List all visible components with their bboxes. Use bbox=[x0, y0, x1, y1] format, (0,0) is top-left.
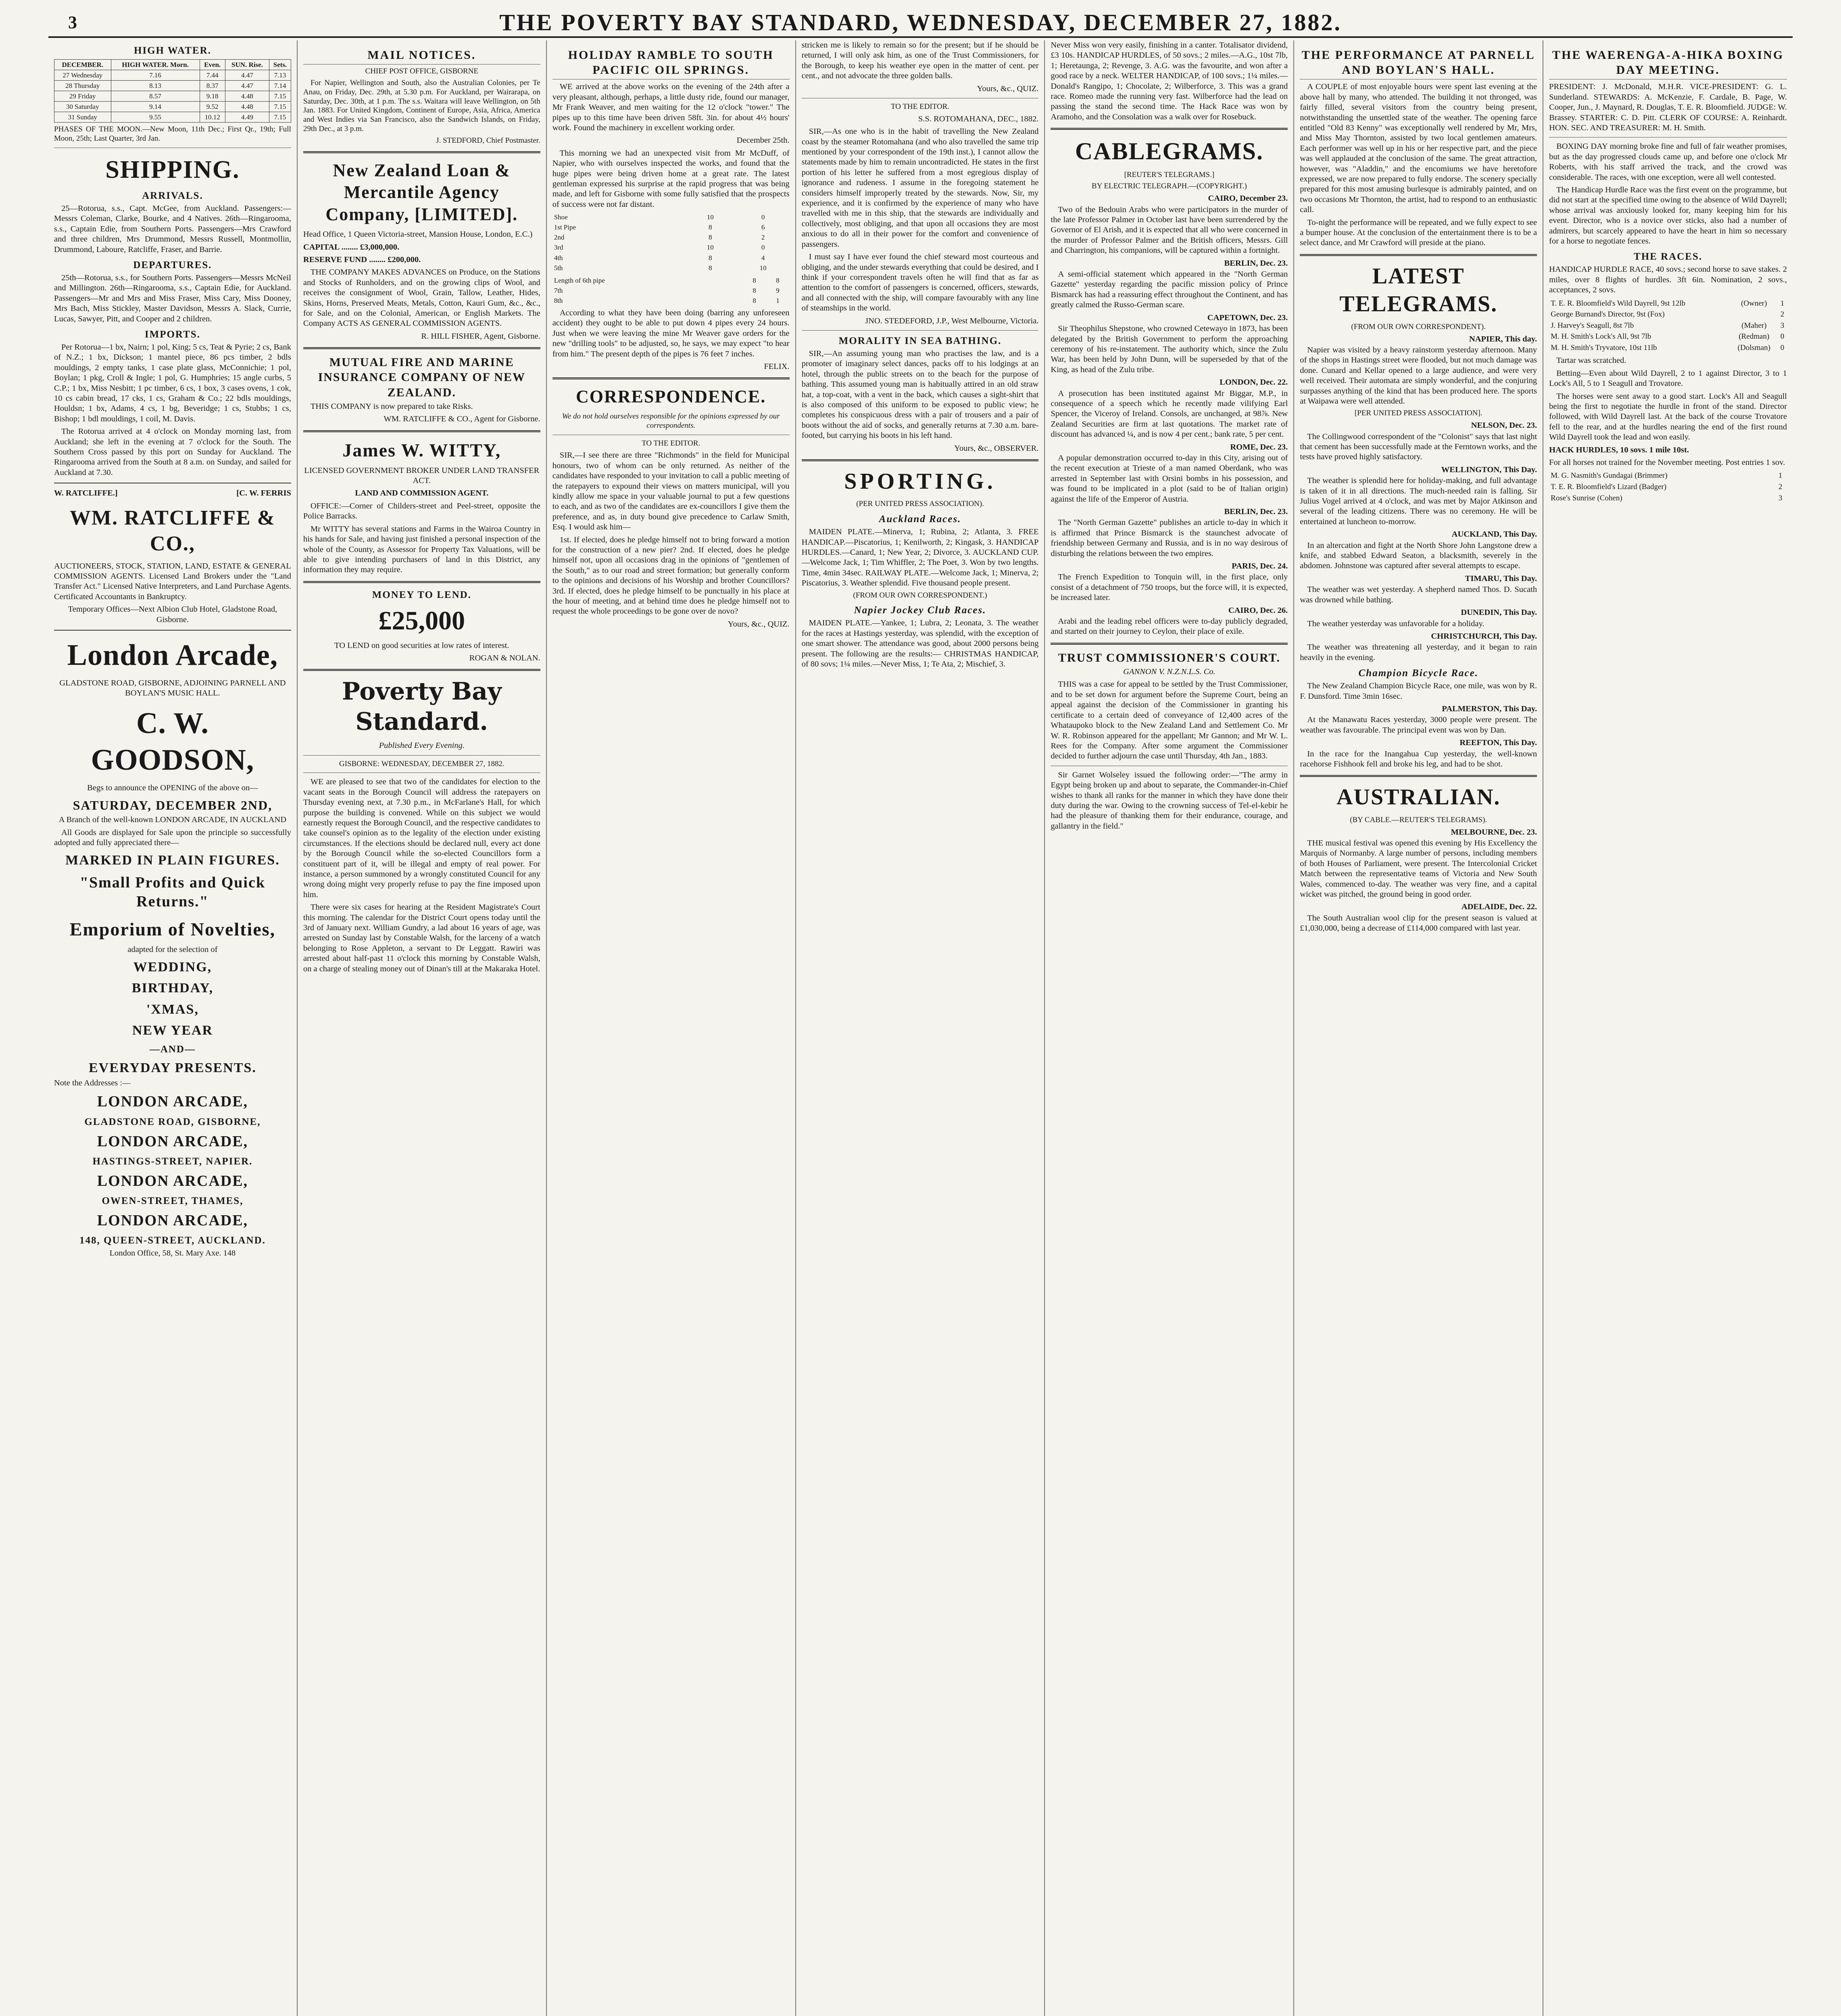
trust-text: THIS was a case for appeal to be settled by the Trust Commissioner, and to be set down for argument before the Supreme Court, being an appeal against the decision of the Commissioner in granting his certificate to a certain deed of conveyance of 12,400 acres of the Whataupoko block to the New Zealand Land and Settlement Co. Mr W. R. Robinson appeared for the appellant; Mr Gannon; and Mr W. L. Rees for the Company. After some argument the Commissioner decided to further adjourn the case until Thursday, 4th Jan., 1883. bbox=[1051, 680, 1288, 761]
result-cell: T. E. R. Bloomfield's Lizard (Badger) bbox=[1551, 483, 1667, 492]
ratcliffe-text: AUCTIONEERS, STOCK, STATION, LAND, ESTATE & GENERAL COMMISSION AGENTS. Licensed Land Brokers under the "Land Transfer Act." Licensed Native Interpreters, and Land Purchase Agents. Certificated Accountants in Bankruptcy. bbox=[54, 561, 291, 601]
betting-note: Betting—Even about Wild Dayrell, 2 to 1 against Director, 3 to 1 Lock's All, 5 to 1 Seagull and Trovatore. bbox=[1549, 369, 1787, 388]
australian-heading: AUSTRALIAN. bbox=[1336, 785, 1501, 810]
money-amount: £25,000 bbox=[378, 606, 465, 635]
tide-header-row bbox=[54, 60, 291, 70]
morality-text: SIR,—An assuming young man who practises the law, and is a promoter of imaginary select dances, packs off to his lodgings at an hotel, through the public streets on to the beach for the purpose of bathing. This assumed young man is habitually attired in an old straw hat, a top-coat, with a vent in the back, which causes a sight-shirt that is also composed of this uniform to be exposed to public view; he completes his conspicuous dress with a pair of trousers and a pair of boots without the aid of socks, and generally returns at 7.30 a.m. bare-footed, but carrying his boots in his left hand. bbox=[801, 349, 1039, 440]
to-editor: TO THE EDITOR. bbox=[890, 102, 950, 111]
news-cairo-1: Two of the Bedouin Arabs who were participators in the murder of the late Professor Palmer in October last have been surrendered by the Governor of El Arish, and it is expected that all who were concerned in the murder of Professor Palmer and the British officers, Messrs. Gill and Charrington, his companions, will be captured within a fortnight. bbox=[1051, 205, 1288, 255]
pipe-cell: 8 bbox=[753, 276, 756, 284]
occasion-everyday: EVERYDAY PRESENTS. bbox=[89, 1060, 256, 1075]
corr-to-editor: TO THE EDITOR. bbox=[642, 439, 701, 448]
pipe-row bbox=[553, 232, 790, 242]
paper-nameplate: Poverty Bay Standard. bbox=[342, 677, 502, 736]
pipe-row bbox=[553, 275, 790, 285]
tide-cell: 29 Friday bbox=[54, 91, 111, 102]
ship-letter-head: S.S. ROTOMAHANA, DEC., 1882. bbox=[918, 114, 1039, 123]
pipe-cell: 5th bbox=[554, 264, 563, 272]
pipe-cell: 8 bbox=[709, 264, 712, 272]
tide-cell: 9.18 bbox=[200, 91, 225, 102]
tide-cell: 7.15 bbox=[269, 102, 291, 112]
pipe-row bbox=[553, 263, 790, 273]
news-london: A prosecution has been instituted against Mr Biggar, M.P., in consequence of a speech which he recently made vilifying Earl Spencer, the Viceroy of Ireland. Consols, are unchanged, at 98⅞. New Zealand Securities are firm at last quotations. The market rate of discount has advanced ¼, and is now 4 per cent.; bank rate, 5 per cent. bbox=[1051, 389, 1288, 439]
pipe-cell: 10 bbox=[707, 244, 714, 252]
holiday-text-3: According to what they have been doing (barring any unforeseen accident) they ought to be able to put down 4 pipes every 24 hours. Just when we were leaving the mine Mr Weaver gave orders for the new "drilling tools" to be adjusted, so, he says, we may expect "to hear from him." The present depth of the pipes is 76 feet 7 inches. bbox=[552, 308, 790, 358]
bicycle-race-heading: Champion Bicycle Race. bbox=[1358, 668, 1478, 679]
mutual-agent: WM. RATCLIFFE & CO., Agent for Gisborne. bbox=[384, 414, 540, 424]
dateline: REEFTON, This Day. bbox=[1459, 738, 1537, 748]
address-line: HASTINGS-STREET, NAPIER. bbox=[92, 1156, 253, 1167]
result-cell: J. Harvey's Seagull, 8st 7lb bbox=[1551, 321, 1634, 330]
tide-row bbox=[54, 91, 291, 102]
tide-cell: 4.47 bbox=[225, 81, 269, 91]
tide-cell: 7.15 bbox=[269, 112, 291, 123]
tide-cell: 8.37 bbox=[200, 81, 225, 91]
tide-col-even: Even. bbox=[200, 60, 225, 70]
performance-text-1: A COUPLE of most enjoyable hours were spent last evening at the above hall by many, who attended. The building it not thronged, was fairly filled, several visitors from the country being present, notwithstanding the unsettled state of the weather. The opening farce entitled "Old 83 Kenny" was exceptionally well rendered by Mr, Mrs, and Miss May Thornton, assisted by two local gentlemen amateurs. Each performer was well up in his or her respective part, and the piece was well applauded at the conclusion of the same. The great attraction, however, was "Aladdin," and the encomiums we have heretofore expressed, we are now prepared to fully endorse. The scenery specially prepared for this most amusing burlesque is admirably painted, and on two occasions Mr Thornton, the artist, had to respond to an enthusiastic call. bbox=[1300, 82, 1537, 215]
tele-wellington: The weather is splendid here for holiday-making, and full advantage is taken of it in all directions. The much-needed rain is falling. Sir Julius Vogel arrived at 4 o'clock, and was met by Major Atkinson and several of the leading citizens. There was no ceremony. He will be entertained at luncheon to-morrow. bbox=[1300, 476, 1537, 526]
address-line: OWEN-STREET, THAMES, bbox=[102, 1195, 244, 1206]
australian-sub: (BY CABLE.—REUTER'S TELEGRAMS). bbox=[1350, 815, 1487, 824]
holiday-sign: FELIX. bbox=[764, 362, 790, 371]
ratcliffe-office: Temporary Offices—Next Albion Club Hotel, Gladstone Road, Gisborne. bbox=[68, 605, 277, 624]
races-heading: THE RACES. bbox=[1634, 251, 1703, 262]
goodson-text: Begs to announce the OPENING of the above on— bbox=[87, 783, 258, 793]
tide-col-morn: HIGH WATER. Morn. bbox=[111, 60, 200, 70]
ratcliffe-left: W. RATCLIFFE.] bbox=[54, 489, 118, 498]
performance-heading: THE PERFORMANCE AT PARNELL AND BOYLAN'S HALL. bbox=[1300, 48, 1537, 79]
pipe-cell: 1 bbox=[776, 296, 780, 304]
tide-cell: 7.44 bbox=[200, 70, 225, 81]
tide-row bbox=[54, 112, 291, 123]
tide-cell: 7.16 bbox=[111, 70, 200, 81]
column-5 bbox=[1045, 40, 1294, 2016]
address-line: 148, QUEEN-STREET, AUCKLAND. bbox=[79, 1235, 266, 1246]
tide-cell: 4.47 bbox=[225, 70, 269, 81]
tide-cell: 28 Thursday bbox=[54, 81, 111, 91]
dateline: LONDON, Dec. 22. bbox=[1220, 378, 1288, 387]
sporting-sub: (PER UNITED PRESS ASSOCIATION). bbox=[856, 500, 984, 508]
tide-cell: 31 Sunday bbox=[54, 112, 111, 123]
nzloan-title: New Zealand Loan & Mercantile Agency Company, [LIMITED]. bbox=[325, 160, 518, 224]
dateline: NELSON, Dec. 23. bbox=[1471, 421, 1537, 430]
nzloan-text: THE COMPANY MAKES ADVANCES on Produce, on the Stations and Stocks of Runholders, and on the growing clips of Wool, and receives the consignment of Wool, Grain, Tallow, Leather, Hides, Skins, Horns, Preserved Meats, Metals, Cotton, Kauri Gum, &c., &c., for Sale, and on the Colonial, American, or English Markets. The Company ACTS AS GENERAL COMMISSION AGENTS. bbox=[303, 268, 540, 328]
result-row bbox=[1549, 298, 1787, 309]
mutual-title: MUTUAL FIRE AND MARINE INSURANCE COMPANY OF NEW ZEALAND. bbox=[318, 356, 525, 399]
result-cell: 0 bbox=[1780, 343, 1785, 352]
col4-continued: stricken me is likely to remain so for the present; but if he should be returned, I will only ask him, as one of the Trust Commissioners, for the Borough, to keep his weather eye open in the matter of cent. per cent., and not advocate the three golden balls. bbox=[801, 41, 1039, 81]
address-line: GLADSTONE ROAD, GISBORNE, bbox=[84, 1116, 261, 1127]
goodson-body: All Goods are displayed for Sale upon the principle so successfully adopted and fully appreciated there— bbox=[54, 828, 291, 848]
dateline: TIMARU, This Day. bbox=[1465, 574, 1537, 583]
address-line: LONDON ARCADE, bbox=[97, 1212, 248, 1229]
tide-cell: 27 Wednesday bbox=[54, 70, 111, 81]
money-heading: MONEY TO LEND. bbox=[372, 589, 471, 600]
dateline: WELLINGTON, This Day. bbox=[1441, 465, 1537, 474]
column-4 bbox=[796, 40, 1045, 2016]
pipe-cell: 8 bbox=[776, 276, 780, 284]
column-7 bbox=[1543, 40, 1793, 2016]
morality-heading: MORALITY IN SEA BATHING. bbox=[838, 335, 1002, 346]
tide-cell: 4.49 bbox=[225, 112, 269, 123]
result-row bbox=[1549, 481, 1787, 493]
holiday-text-1: WE arrived at the above works on the evening of the 24th after a very pleasant, although, perhaps, a little dusty ride, found our manager, Mr Frank Weaver, and men waiting for the 12 o'clock "tower." The pipes up to this time have been driven 58ft. 3in. for about 4½ hours' work. Found the machinery in excellent working order. bbox=[552, 82, 790, 132]
departures-heading: DEPARTURES. bbox=[133, 259, 212, 271]
hurdle-heading: HANDICAP HURDLE RACE, 40 sovs.; second horse to save stakes. 2 miles, over 8 flights of hurdles. 3ft 6in. Nomination, 2 sovs., acceptances, 2 sovs. bbox=[1549, 265, 1787, 295]
pipe-cell: 10 bbox=[759, 264, 767, 272]
money-agent: ROGAN & NOLAN. bbox=[469, 653, 540, 662]
departures-text: 25th—Rotorua, s.s., for Southern Ports. Passengers—Messrs McNeil and Millington. 26th—Ringarooma, s.s., Captain Edie, for Auckland. Passengers—Mr and Mrs and Miss Fraser, Miss Cary, Miss Dooney, Mrs Bach, Miss Stickley, Master Davidson, Messrs A. Slack, Currie, Lucas, Sawyer, Pitt, and Cooper and 2 children. bbox=[54, 273, 291, 323]
money-text: TO LEND on good securities at low rates of interest. bbox=[334, 641, 509, 650]
result-cell: Rose's Sunrise (Cohen) bbox=[1551, 494, 1622, 502]
own-correspondent: (FROM OUR OWN CORRESPONDENT.) bbox=[853, 591, 987, 600]
ratcliffe-right: [C. W. FERRIS bbox=[236, 489, 291, 498]
mutual-text: THIS COMPANY is now prepared to take Risks. bbox=[310, 402, 473, 411]
cablegrams-heading: CABLEGRAMS. bbox=[1075, 138, 1263, 165]
result-row bbox=[1549, 493, 1787, 504]
morality-sign: Yours, &c., OBSERVER. bbox=[954, 444, 1039, 453]
dateline: DUNEDIN, This Day. bbox=[1461, 608, 1537, 617]
witty-office: OFFICE:—Corner of Childers-street and Peel-street, opposite the Police Barracks. bbox=[303, 501, 540, 521]
tele-auckland: In an altercation and fight at the North Shore John Langstone drew a knife, and stabbed Edward Seaton, a blacksmith, severely in the abdomen. Johnstone was captured after several attempts to escape. bbox=[1300, 541, 1537, 571]
result-cell: 2 bbox=[1780, 310, 1785, 319]
dateline: PALMERSTON, This Day. bbox=[1442, 704, 1537, 713]
tele-nelson: The Collingwood correspondent of the "Colonist" says that last night that cement has been successfully made at the Ferntown works, and the tests have proved highly satisfactory. bbox=[1300, 432, 1537, 462]
column-3 bbox=[547, 40, 796, 2016]
mail-notices-heading: MAIL NOTICES. bbox=[303, 48, 540, 65]
arcade-sub: GLADSTONE ROAD, GISBORNE, ADJOINING PARNELL AND BOYLAN'S MUSIC HALL. bbox=[59, 678, 286, 698]
electric-telegraph-label: BY ELECTRIC TELEGRAPH.—(COPYRIGHT.) bbox=[1091, 182, 1247, 191]
dateline: BERLIN, Dec. 23. bbox=[1224, 507, 1288, 516]
tide-row bbox=[54, 81, 291, 91]
tide-col-sets: Sets. bbox=[269, 60, 291, 70]
reuters-label: [REUTER'S TELEGRAMS.] bbox=[1124, 170, 1215, 179]
hack-results bbox=[1549, 470, 1787, 504]
pipe-row bbox=[553, 253, 790, 263]
correspondence-note: We do not hold ourselves responsible for the opinions expressed by our correspondents. bbox=[562, 412, 780, 430]
pipe-cell: 2 bbox=[761, 233, 765, 242]
dateline: CAIRO, Dec. 26. bbox=[1228, 606, 1288, 615]
result-cell bbox=[1730, 309, 1778, 320]
pipe-cell: 0 bbox=[761, 244, 765, 252]
tele-dunedin: The weather yesterday was unfavorable for a holiday. bbox=[1307, 619, 1484, 628]
tele-palmerston: At the Manawatu Races yesterday, 3000 people were present. The weather was favourable. The principal event was won by Dan. bbox=[1300, 715, 1537, 735]
dateline: ROME, Dec. 23. bbox=[1230, 442, 1288, 452]
pipe-cell: 7th bbox=[554, 286, 563, 294]
result-cell: T. E. R. Bloomfield's Wild Dayrell, 9st 12lb bbox=[1551, 299, 1686, 308]
result-cell: 0 bbox=[1780, 332, 1785, 341]
tide-col-month: DECEMBER. bbox=[54, 60, 111, 70]
hurdle-results bbox=[1549, 298, 1787, 354]
occasion-birthday: BIRTHDAY, bbox=[131, 981, 214, 996]
news-paris: The French Expedition to Tonquin will, in the first place, only consist of a detachment of 750 troops, but the force will, it is expected, be increased later. bbox=[1051, 573, 1288, 602]
tide-cell: 7.14 bbox=[269, 81, 291, 91]
dateline: CAIRO, December 23. bbox=[1208, 194, 1288, 203]
performance-text-2: To-night the performance will be repeated, and we fully expect to see a bumper house. At the conclusion of the entertainment there is to be a select dance, and Mr Crawford will preside at the piano. bbox=[1300, 218, 1537, 248]
tele-christchurch: The weather was threatening all yesterday, and it began to rain heavily in the evening. bbox=[1300, 643, 1537, 662]
result-cell: (Dolsman) bbox=[1737, 343, 1770, 352]
masthead bbox=[48, 8, 1793, 38]
published-every-evening: Published Every Evening. bbox=[379, 741, 465, 750]
shipping-heading: SHIPPING. bbox=[105, 156, 240, 184]
result-cell: (Maher) bbox=[1741, 321, 1767, 330]
tide-cell: 8.57 bbox=[111, 91, 200, 102]
ship-letter-sign: JNO. STEDEFORD, J.P., West Melbourne, Victoria. bbox=[865, 316, 1039, 325]
arrivals-heading: ARRIVALS. bbox=[142, 190, 203, 201]
result-row bbox=[1549, 309, 1787, 320]
tele-napier: Napier was visited by a heavy rainstorm yesterday afternoon. Many of the shops in Hastings street were flooded, but not much damage was done. Cunard and Kellar opened to a large audience, and were very well received. Their automata are simply wonderful, and the conjuring surpasses anything of the kind that has been produced here. The sports at Waipawa were well attended. bbox=[1300, 345, 1537, 406]
race-officials: PRESIDENT: J. McDonald, M.H.R. VICE-PRESIDENT: G. L. Sunderland. STEWARDS: A. McKenzie, F. Cardale, B. Page, W. Cooper, Jun., J. Maynard, R. Douglas, T. E. R. Bloomfield. JUDGE: W. Brassey. STARTER: C. D. Pitt. CLERK OF COURSE: A. Reinhardt. HON. SEC. AND TREASURER: M. H. Smith. bbox=[1549, 82, 1787, 132]
mail-sign: J. STEDFORD, Chief Postmaster. bbox=[436, 136, 540, 145]
holiday-text-2: This morning we had an unexpected visit from Mr McDuff, of Napier, who with ourselves inspected the works, and found that the huge pipes were being driven home at a great rate. The latest gentleman expressed his surprise at the rapid progress that was being made, and left for Gisborne with some fully satisfied that the prospects of success were not far distant. bbox=[552, 148, 790, 209]
news-cairo-2: Arabi and the leading rebel officers were to-day publicly degraded, and started on their journey to Ceylon, their place of exile. bbox=[1051, 617, 1288, 636]
dateline: PARIS, Dec. 24. bbox=[1232, 562, 1288, 571]
corr-text-2: 1st. If elected, does he pledge himself not to bring forward a motion for the construction of a new pier? 2nd. If elected, does he pledge himself not, upon all occasions drag in the opinions of "gentlemen of the South," as to our road and street formation; but generally conform to the opinions and decisions of his Worship and brother Councillors? 3rd. If elected, does he pledge himself to be punctually in his place at the hour of meeting, and at behind time does he pledge himself not to request the whole proceedings to be gone over de novo? bbox=[552, 535, 790, 616]
tide-table bbox=[54, 59, 291, 123]
pipe-cell: 8 bbox=[753, 296, 756, 304]
boxing-day-heading: THE WAERENGA-A-HIKA BOXING DAY MEETING. bbox=[1549, 48, 1787, 79]
editorial-1: WE are pleased to see that two of the candidates for election to the vacant seats in the Borough Council will address the ratepayers on Thursday evening next, at 7.30 p.m., in McFarlane's Hall, for which purpose the building is convened. While on this subject we would earnestly request the Borough Council, and the respective candidates to take counsel's opinion as to the legality of the election under existing circumstances. If the elections should be declared null, every act done by the Borough Council while the so-elected Councillors form a constituent part of it, will be illegal and empty of real power. For instance, a person summoned by a wrongly constituted Council for any wrong doing might very properly refuse to pay the fine imposed upon him. bbox=[303, 777, 540, 899]
pipe-cell: 10 bbox=[707, 213, 714, 221]
holiday-ramble-heading: HOLIDAY RAMBLE TO SOUTH PACIFIC OIL SPRINGS. bbox=[553, 48, 790, 79]
moon-phases: PHASES OF THE MOON.—New Moon, 11th Dec.; First Qr., 19th; Full Moon, 25th; Last Quarter, 3rd Jan. bbox=[54, 125, 291, 143]
result-cell: 2 bbox=[1778, 483, 1783, 492]
witty-sub: LICENSED GOVERNMENT BROKER UNDER LAND TRANSFER ACT. bbox=[304, 466, 540, 485]
goodson-name: C. W. GOODSON, bbox=[91, 706, 254, 777]
emporium-sub: adapted for the selection of bbox=[127, 945, 218, 954]
marked-plain-figures: MARKED IN PLAIN FIGURES. bbox=[65, 853, 280, 868]
correspondence-heading: CORRESPONDENCE. bbox=[575, 387, 766, 407]
col4-sign: Yours, &c., QUIZ. bbox=[977, 84, 1039, 93]
result-cell: (Owner) bbox=[1741, 299, 1767, 308]
goodson-branch: A Branch of the well-known LONDON ARCADE, IN AUCKLAND bbox=[58, 815, 287, 825]
ups-label: [PER UNITED PRESS ASSOCIATION]. bbox=[1354, 409, 1482, 418]
holiday-date: December 25th. bbox=[736, 136, 790, 145]
result-cell: (Redman) bbox=[1739, 332, 1770, 341]
tele-bicycle: The New Zealand Champion Bicycle Race, one mile, was won by R. F. Dunsford. Time 3min 16sec. bbox=[1300, 681, 1537, 701]
napier-races-text: MAIDEN PLATE.—Yankee, 1; Lubra, 2; Leonata, 3. The weather for the races at Hastings yesterday, was splendid, with the exception of one smart shower. The attendance was good, about 2000 persons being present. The following are the results:— CHRISTMAS HANDICAP, of 80 sovs; 1¼ miles.—Never Miss, 1; Te Ata, 2; Mischief, 3. bbox=[801, 619, 1039, 669]
latest-sub: (FROM OUR OWN CORRESPONDENT). bbox=[1351, 322, 1486, 331]
address-line: LONDON ARCADE, bbox=[97, 1172, 248, 1189]
pipe-table bbox=[553, 212, 790, 273]
result-row bbox=[1549, 470, 1787, 481]
occasion-wedding: WEDDING, bbox=[133, 960, 212, 975]
tide-cell: 9.55 bbox=[111, 112, 200, 123]
mail-office: CHIEF POST OFFICE, GISBORNE bbox=[365, 67, 479, 76]
dateline: CHRISTCHURCH, This Day. bbox=[1431, 631, 1537, 641]
nzloan-capital: CAPITAL ........ £3,000,000. bbox=[303, 242, 400, 252]
tide-cell: 8.13 bbox=[111, 81, 200, 91]
corr-sign: Yours, &c., QUIZ. bbox=[728, 619, 790, 629]
pipe-table-2 bbox=[553, 275, 790, 306]
pipe-row bbox=[553, 296, 790, 306]
tele-melbourne: THE musical festival was opened this evening by His Excellency the Marquis of Normanby. A large number of persons, including members of both Houses of Parliament, were present. The Intercolonial Cricket Match between the representative teams of Victoria and New South Wales, commenced to-day. The weather was very fine, and a capital wicket was pitched, the ground being in good order. bbox=[1300, 839, 1537, 899]
dateline: MELBOURNE, Dec. 23. bbox=[1451, 827, 1537, 837]
issue-line: GISBORNE: WEDNESDAY, DECEMBER 27, 1882. bbox=[339, 759, 505, 768]
result-cell: 1 bbox=[1778, 471, 1783, 480]
nzloan-reserve: RESERVE FUND ........ £200,000. bbox=[303, 255, 421, 264]
tide-cell: 9.52 bbox=[200, 102, 225, 112]
imports-text: Per Rotorua—1 bx, Nairn; 1 pol, King; 5 cs, Teat & Pyrie; 2 cs, Bank of N.Z.; 1 bx, Dickson; 1 mantel piece, 86 pcs timber, 2 bdls mouldings, 2 empty tanks, 1 case plate glass, McConnichie; 1 pol, Boylan; 1 pkg, Croll & Ingle; 1 pol, G. Humphries; 15 angle curbs, 5 C.P.; 1 bx, Miss Nesbitt; 1 pc timber, 6 cs, 1 box, 3 cases ovens, 1 cok, 10 cs cabin bread, 17 cks, 1 cs, Graham & Co.; 22 bdls mouldings, Houldsn; 1 bx, Adams, 4 cs, 1 bg, Beveridge; 1 cs, Stubbs; 1 cs, Bishop; 1 bdl mouldings, 1 coil, M. Davis. bbox=[54, 343, 291, 423]
col5-races-continued: Never Miss won very easily, finishing in a canter. Totalisator dividend, £3 10s. HANDICAP HURDLES, of 50 sovs.; 2 miles.—A.G., 10st 7lb, 1; Heretaunga, 2; Revenge, 3. A.G. was the favourite, and won after a good race by a neck. WELTER HANDICAP, of 100 sovs.; 1¼ miles.—Donald's Rangipo, 1; Chocolate, 2; Wilberforce, 3. This was a grand race. Romeo made the running very fast. Wilberforce had the lead on passing the stand the second time. The Hack Race was won by Aramoho, and the Consolation was a walk over for Rosebuck. bbox=[1051, 41, 1288, 121]
columns bbox=[48, 40, 1793, 2016]
ship-letter-1: SIR,—As one who is in the habit of travelling the New Zealand coast by the steamer Rotomahana (and who also travelled the same trip mentioned by your correspondent of the 19th inst.), I cannot allow the statements made by him to remain uncontradicted. He states in the first portion of his letter he suffered from a most egregious display of ignorance and rudeness. I assume in the foregoing statement he considers himself improperly treated by the stewards. Now, Sir, my experience, and it is confirmed by the experience of many who have travelled with me in this ship, that the stewards are individually and collectively, most obliging, and that upon all occasions they are most anxious to do all in their power for the comfort and convenience of passengers. bbox=[801, 127, 1039, 249]
boxing-text-1: BOXING DAY morning broke fine and full of fair weather promises, but as the day progressed clouds came up, and before one o'clock Mr Roberts, with his staff arrived the track, and the crowd was considerable. The races, with one exception, were all well contested. bbox=[1549, 142, 1787, 182]
pipe-row bbox=[553, 212, 790, 222]
pipe-cell: 4th bbox=[554, 254, 563, 262]
pipe-cell: 9 bbox=[776, 286, 780, 294]
hack-note: For all horses not trained for the November meeting. Post entries 1 sov. bbox=[1549, 458, 1785, 467]
witty-text: Mr WITTY has several stations and Farms in the Wairoa Country in his hands for Sale, and having just finished a personal inspection of the whole of the County, as Assessor for Property Tax Valuations, will be able to give intending purchasers of land in this District, any information they may require. bbox=[303, 524, 540, 575]
witty-title: James W. WITTY, bbox=[342, 439, 501, 460]
corr-text-1: SIR,—I see there are three "Richmonds" in the field for Municipal honours, two of whom can be only returned. As neither of the candidates have responded to your invitation to call a public meeting of the ratepayers to expound their views on matters municipal, will you kindly allow me space in your valuable journal to put a few questions to each, and as two of the candidates are ex-councillors I give them the preference, and as, in duty bound give precedence to Carlaw Smith, Esq. I would ask him— bbox=[552, 451, 790, 532]
boxing-text-2: The Handicap Hurdle Race was the first event on the programme, but did not start at the specified time owing to the absence of Wild Dayrell; whose arrival was anxiously looked for, many keeping him for his event. Director, who is a novice over sticks, also had a number of admirers, but scarcely appeared to have the heart in him so necessary for a horse to negotiate fences. bbox=[1549, 185, 1787, 246]
auckland-races-heading: Auckland Races. bbox=[879, 514, 961, 525]
mail-text: For Napier, Wellington and South, also the Australian Colonies, per Te Anau, on Friday, Dec. 29th, at 5.30 p.m. For Auckland, per Wairarapa, on Saturday, Dec. 30th, at 1 p.m. The s.s. Waitara will leave Wellington, on 5th Jan. 1883. For United Kingdom, Continent of Europe, Asia, Africa, America and West Indies via San Francisco, also the Sandwich Islands, on Friday, 29th Dec., at 3 p.m. bbox=[303, 78, 540, 133]
result-cell: George Burnand's Director, 9st (Fox) bbox=[1551, 310, 1665, 319]
address-line: LONDON ARCADE, bbox=[97, 1133, 248, 1150]
tide-cell: 30 Saturday bbox=[54, 102, 111, 112]
tide-col-rise: SUN. Rise. bbox=[225, 60, 269, 70]
nzloan-agent: R. HILL FISHER, Agent, Gisborne. bbox=[421, 331, 540, 341]
occasion-xmas: 'XMAS, bbox=[146, 1002, 199, 1017]
column-1 bbox=[48, 40, 298, 2016]
tide-row bbox=[54, 102, 291, 112]
pipe-cell: 8 bbox=[709, 223, 712, 231]
tide-cell: 4.48 bbox=[225, 91, 269, 102]
column-6 bbox=[1294, 40, 1543, 2016]
newspaper-title: THE POVERTY BAY STANDARD, WEDNESDAY, DECEMBER 27, 1882. bbox=[499, 9, 1342, 35]
tide-cell: 7.13 bbox=[269, 70, 291, 81]
napier-races-heading: Napier Jockey Club Races. bbox=[854, 605, 986, 616]
pipe-cell: 4 bbox=[761, 254, 765, 262]
result-row bbox=[1549, 342, 1787, 354]
result-cell: M. H. Smith's Lock's All, 9st 7lb bbox=[1551, 332, 1651, 341]
result-cell: M. G. Nasmith's Gundagai (Brimmer) bbox=[1551, 471, 1668, 480]
ship-letter-2: I must say I have ever found the chief steward most courteous and obliging, and the under stewards everything that could be desired, and I think if your correspondent travels often he will find that as far as attention to the comfort of passengers is concerned, officers, stewards, and all connected with the ship, will compare favourably with any line of steamships in the world. bbox=[801, 252, 1039, 313]
tide-heading: HIGH WATER. bbox=[133, 45, 211, 56]
editorial-2: There were six cases for hearing at the Resident Magistrate's Court this morning. The calendar for the District Court opens today until the 3rd of January next. William Gundry, a lad about 16 years of age, was arrested on Sunday last by Constable Walsh, for the larceny of a watch belonging to Rose Appleton, a servant to Dr Leggatt. Rawiri was arrested about half-past 11 o'clock this morning by Constable Walsh, on a charge of stealing money out of Dinan's till at the Makaraka Hotel. bbox=[303, 903, 540, 973]
pipe-cell: 8 bbox=[753, 286, 756, 294]
result-row bbox=[1549, 320, 1787, 331]
pipe-cell: 8th bbox=[554, 296, 563, 304]
small-profits: "Small Profits and Quick Returns." bbox=[79, 874, 265, 910]
emporium-heading: Emporium of Novelties, bbox=[69, 918, 276, 939]
result-cell: 3 bbox=[1778, 494, 1783, 502]
sailing-note: The Rotorua arrived at 4 o'clock on Monday morning last, from Auckland; she left in the evening at 7 o'clock for the South. The Southern Cross passed by this port on Sunday for Auckland. The Ringarooma arrived from the South at 8 a.m. on Sunday, and sailed for Auckland at 7.30. bbox=[54, 427, 291, 477]
pipe-cell: Shoe bbox=[554, 213, 568, 221]
news-rome: A popular demonstration occurred to-day in this City, arising out of the recent execution at Trieste of a man named Oberdank, who was arrested in September last with Orsini bombs in his possession, and was found to be implicated in a plot (said to be of Italian origin) against the life of the Emperor of Austria. bbox=[1051, 453, 1288, 504]
occasion-new-year: NEW YEAR bbox=[132, 1023, 213, 1038]
dateline: ADELAIDE, Dec. 22. bbox=[1461, 902, 1537, 912]
pipe-row bbox=[553, 285, 790, 296]
auckland-races-text: MAIDEN PLATE.—Minerva, 1; Rubina, 2; Atlanta, 3. FREE HANDICAP.—Piscatorius, 1; Kenilworth, 2; Kingask, 3. HANDICAP HURDLES.—Canard, 1; New Year, 2; Divorce, 3. AUCKLAND CUP.—Welcome Jack, 1; Tim Whiffler, 2; The Poet, 3. Won by two lengths. Time, 4min 34sec. RAILWAY PLATE.—Welcome Jack, 1; Minerva, 2; Piscatorius, 3. Weather splendid. Five thousand people present. bbox=[801, 527, 1039, 588]
tide-row bbox=[54, 70, 291, 81]
tele-timaru: The weather was wet yesterday. A shepherd named Thos. D. Sucath was drowned while bathing. bbox=[1300, 585, 1537, 604]
occasion-and: —AND— bbox=[149, 1043, 196, 1055]
tide-cell: 9.14 bbox=[111, 102, 200, 112]
nzloan-head-office: Head Office, 1 Queen Victoria-street, Mansion House, London, E.C.) bbox=[303, 230, 533, 239]
pipe-cell: Length of 6th pipe bbox=[554, 276, 605, 284]
result-row bbox=[1549, 331, 1787, 342]
result-cell: 1 bbox=[1780, 299, 1785, 308]
dateline: CAPETOWN, Dec. 23. bbox=[1207, 313, 1288, 322]
witty-sub2: LAND AND COMMISSION AGENT. bbox=[355, 489, 489, 498]
pipe-cell: 1st Pipe bbox=[554, 223, 576, 231]
pipe-cell: 6 bbox=[761, 223, 765, 231]
tele-reefton: In the race for the Inangahua Cup yesterday, the well-known racehorse Fishhook fell and broke his leg, and had to be shot. bbox=[1300, 749, 1537, 768]
result-cell: M. H. Smith's Tryvatore, 10st 11lb bbox=[1551, 343, 1657, 352]
dateline: AUCKLAND, This Day. bbox=[1451, 530, 1537, 539]
tide-cell: 10.12 bbox=[200, 112, 225, 123]
address-line: LONDON ARCADE, bbox=[97, 1093, 248, 1110]
pipe-cell: 8 bbox=[709, 254, 712, 262]
dateline: BERLIN, Dec. 23. bbox=[1224, 258, 1288, 268]
latest-telegrams-heading: LATEST TELEGRAMS. bbox=[1339, 263, 1498, 317]
pipe-cell: 3rd bbox=[554, 244, 563, 252]
addresses-label: Note the Addresses :— bbox=[54, 1079, 131, 1088]
sporting-heading: SPORTING. bbox=[844, 469, 996, 494]
hack-hurdles-heading: HACK HURDLES, 10 sovs. 1 mile 10st. bbox=[1549, 445, 1689, 454]
ratcliffe-title: WM. RATCLIFFE & CO., bbox=[69, 506, 275, 556]
pipe-row bbox=[553, 222, 790, 232]
tele-adelaide: The South Australian wool clip for the present season is valued at £1,030,000, being a decrease of £114,000 compared with last year. bbox=[1300, 913, 1537, 933]
news-berlin-1: A semi-official statement which appeared in the "North German Gazette" yesterday regarding the pacific mission policy of Prince Bismarck has had a reassuring effect throughout the Continent, and has greatly calmed the Russo-German scare. bbox=[1051, 270, 1288, 310]
race-report: The horses were sent away to a good start. Lock's All and Seagull being the first to negotiate the hurdle in front of the stand. Director followed, with Wild Dayrell last. At the back of the course Trovatore fell to the rear, and at the hurdles nearing the end of the first round Wild Dayrell took the lead and won easily. bbox=[1549, 392, 1787, 442]
london-office: London Office, 58, St. Mary Axe. 148 bbox=[109, 1248, 236, 1258]
tide-cell: 4.48 bbox=[225, 102, 269, 112]
arrivals-text: 25—Rotorua, s.s., Capt. McGee, from Auckland. Passengers:— Messrs Coleman, Clarke, Bourke, and 4 Natives. 26th—Ringarooma, s.s., Captain Edie, from Southern Ports. Passengers—Mrs Crawford and three children, Mrs Drummond, Messrs Russell, Montmollin, Drummond, Laboure, Ratcliffe, Fraser, and Barrie. bbox=[54, 204, 291, 254]
trust-case: GANNON V. N.Z.N.L.S. Co. bbox=[1123, 667, 1216, 677]
imports-heading: IMPORTS. bbox=[144, 329, 200, 340]
goodson-date: SATURDAY, DECEMBER 2ND, bbox=[73, 798, 273, 812]
news-capetown: Sir Theophilus Shepstone, who crowned Cetewayo in 1873, has been delegated by the British Government to perform the approaching ceremony of his re-instatement. The authority which, since the Zulu War, has been held by John Dunn, will be superseded by that of the King, as head of the Zulu tribe. bbox=[1051, 324, 1288, 374]
pipe-row bbox=[553, 242, 790, 252]
column-2 bbox=[298, 40, 547, 2016]
wolseley-order: Sir Garnet Wolseley issued the following order:—"The army in Egypt being broken up and about to separate, the Commander-in-Chief wishes to thank all ranks for the manner in which they have done their duty during the war. Owing to the crowning success of Tel-el-kebir he had the pleasure of thanking them for their endurance, courage, and gallantry in the field." bbox=[1051, 770, 1288, 831]
ratcliffe-names bbox=[54, 488, 291, 498]
trust-court-heading: TRUST COMMISSIONER'S COURT. bbox=[1058, 651, 1280, 664]
tide-cell: 7.15 bbox=[269, 91, 291, 102]
tartar-note: Tartar was scratched. bbox=[1556, 356, 1626, 365]
arcade-title: London Arcade, bbox=[67, 639, 278, 672]
pipe-cell: 2nd bbox=[554, 233, 565, 242]
pipe-cell: 8 bbox=[709, 233, 712, 242]
result-cell: 3 bbox=[1780, 321, 1785, 330]
dateline: NAPIER, This day. bbox=[1469, 334, 1537, 344]
news-berlin-2: The "North German Gazette" publishes an article to-day in which it is affirmed that Prince Bismarck is the staunchest advocate of friendship between Germany and Russia, and is in no way desirous of disturbing the relations between the two empires. bbox=[1051, 518, 1288, 558]
pipe-cell: 0 bbox=[761, 213, 765, 221]
page-number: 3 bbox=[68, 12, 77, 32]
